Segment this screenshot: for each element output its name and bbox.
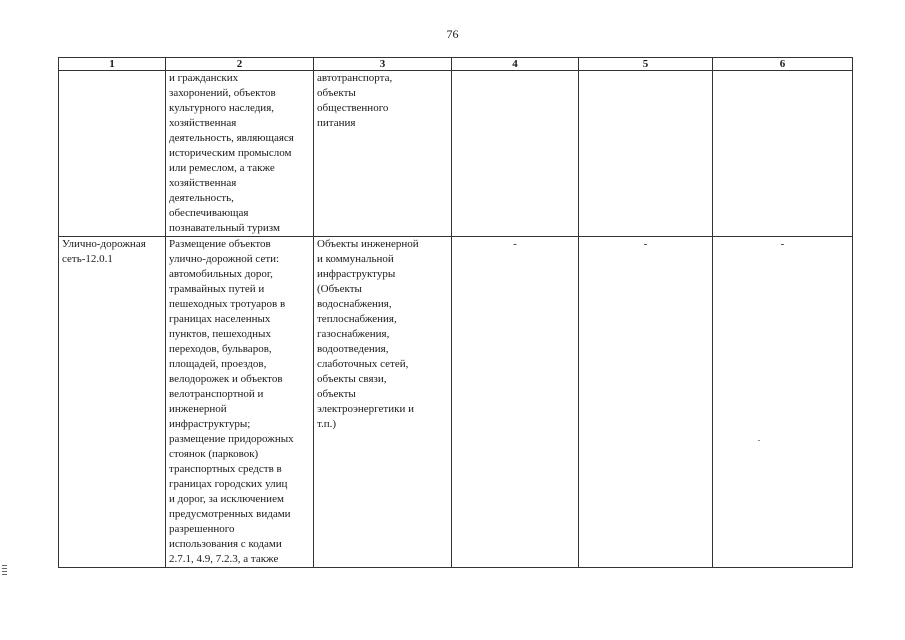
column-header: 4 [452, 58, 579, 71]
table-cell [713, 71, 853, 237]
table-cell: Размещение объектов улично-дорожной сети: автомобильных дорог, трамвайных путей и пешеходных тротуаров в границах населенных пунктов, пешеходных переходов, бульваров, площадей, проездов, велодорожек и объектов велотранспортной и инженерной инфраструктуры; размещение придорожных стоянок (парковок) транспортных средств в границах городских улиц и дорог, за исключением предусмотренных видами разрешенного использования с кодами 2.7.1, 4.9, 7.2.3, а также [166, 237, 314, 568]
table-cell: Объекты инженерной и коммунальной инфраструктуры (Объекты водоснабжения, теплоснабжения, газоснабжения, водоотведения, слаботочных сетей, объекты связи, объекты электроэнергетики и т.п.) [314, 237, 452, 568]
column-header: 6 [713, 58, 853, 71]
table-row [59, 237, 853, 568]
binding-margin-mark [2, 565, 7, 577]
table-cell: - [713, 237, 853, 568]
scan-speck [758, 440, 760, 441]
column-header: 5 [579, 58, 713, 71]
regulations-table [58, 57, 853, 568]
column-header: 1 [59, 58, 166, 71]
table-cell [452, 71, 579, 237]
column-header: 3 [314, 58, 452, 71]
table-cell: и гражданских захоронений, объектов культурного наследия, хозяйственная деятельность, являющаяся историческим промыслом или ремеслом, а также хозяйственная деятельность, обеспечивающая познавательный туризм [166, 71, 314, 237]
table-cell: Улично-дорожная сеть-12.0.1 [59, 237, 166, 568]
table-row [59, 71, 853, 237]
table-cell [59, 71, 166, 237]
table-header-row [59, 58, 853, 71]
page-number: 76 [446, 27, 459, 41]
table-cell [579, 71, 713, 237]
table-cell: - [579, 237, 713, 568]
table-cell: - [452, 237, 579, 568]
table-cell: автотранспорта, объекты общественного питания [314, 71, 452, 237]
column-header: 2 [166, 58, 314, 71]
